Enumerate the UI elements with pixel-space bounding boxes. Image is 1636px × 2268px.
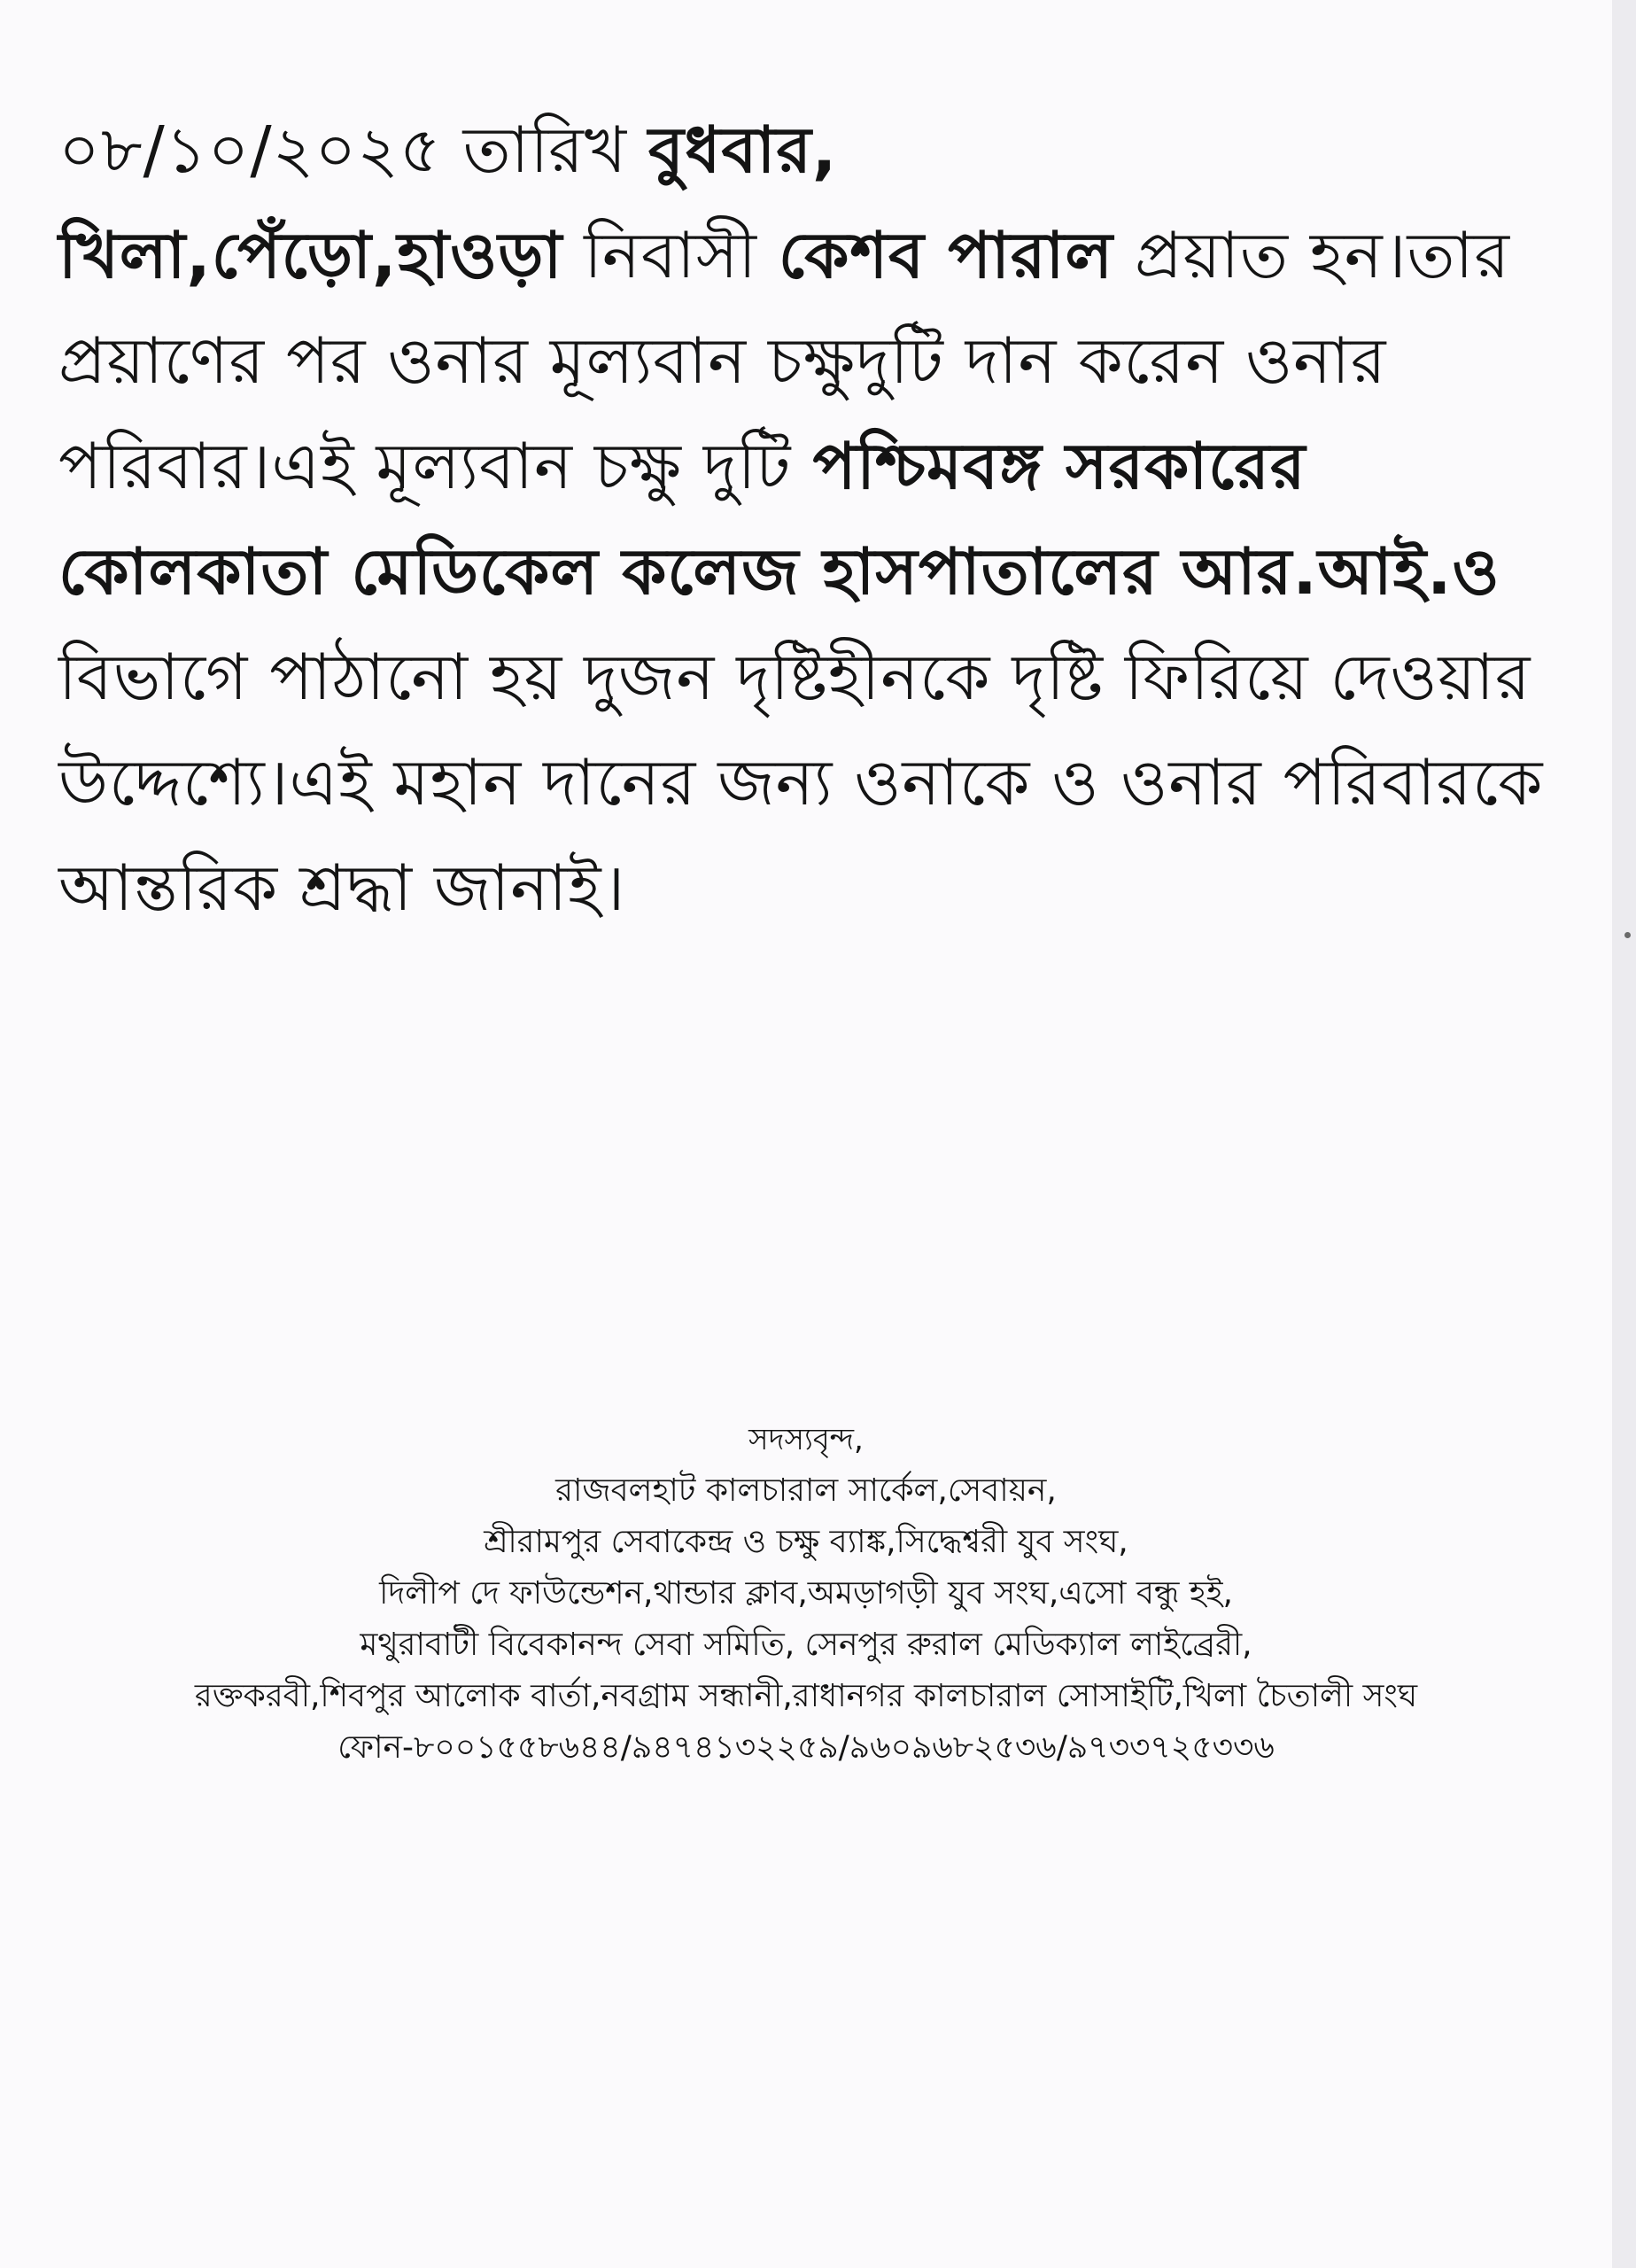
person-name: কেশব পারাল (778, 218, 1114, 292)
text-segment: নিবাসী (562, 218, 779, 292)
text-segment: তারিখ (441, 113, 648, 187)
members-section (53, 1414, 1559, 1774)
member-line: শ্রীরামপুর সেবাকেন্দ্র ও চক্ষু ব্যাঙ্ক,সিদ্ধেশ্বরী যুব সংঘ, (484, 1524, 1128, 1560)
member-line: মথুরাবাটী বিবেকানন্দ সেবা সমিতি, সেনপুর রুরাল মেডিক্যাল লাইব্রেরী, (360, 1627, 1252, 1663)
location-text: খিলা,পেঁড়ো,হাওড়া (58, 218, 563, 292)
scan-edge (1612, 0, 1636, 2268)
date-text: ০৮/১০/২০২৫ (58, 113, 442, 187)
member-line: রাজবলহাট কালচারাল সার্কেল,সেবায়ন, (555, 1472, 1057, 1509)
member-line: রক্তকরবী,শিবপুর আলোক বার্তা,নবগ্রাম সন্ধানী,রাধানগর কালচারাল সোসাইটি,খিলা চৈতালী সংঘ (194, 1678, 1418, 1714)
scan-speck (1624, 932, 1631, 938)
member-line: দিলীপ দে ফাউন্ডেশন,থান্ডার ক্লাব,অমড়াগড়ী যুব সংঘ,এসো বন্ধু হই, (379, 1575, 1233, 1612)
day-text: বুধবার, (647, 113, 838, 187)
phone-numbers: ফোন-৮০০১৫৫৮৬৪৪/৯৪৭৪১৩২২৫৯/৯৬০৯৬৮২৫৩৬/৯৭৩৩৭২৫৩৩৬ (337, 1729, 1275, 1766)
members-heading: সদস্যবৃন্দ, (748, 1422, 864, 1457)
text-segment: বিভাগে পাঠানো হয় দুজন দৃষ্টিহীনকে দৃষ্টি ফিরিয়ে দেওয়ার উদ্দেশ্যে।এই মহান দানের জন্য ওনাকে ও ওনার পরিবারকে আন্তরিক শ্রদ্ধা জানাই। (58, 640, 1544, 925)
institution-text: পশ্চিমবঙ্গ সরকারের কোলকাতা মেডিকেল কলেজ হাসপাতালের আর.আই.ও (58, 429, 1500, 609)
text-segment: প্রয়াত হন।তার প্রয়াণের পর ওনার মূল্যবান চক্ষুদুটি দান করেন ওনার পরিবার।এই মূল্যবান চক্ষু দুটি (58, 218, 1510, 503)
tribute-paragraph (58, 97, 1564, 941)
